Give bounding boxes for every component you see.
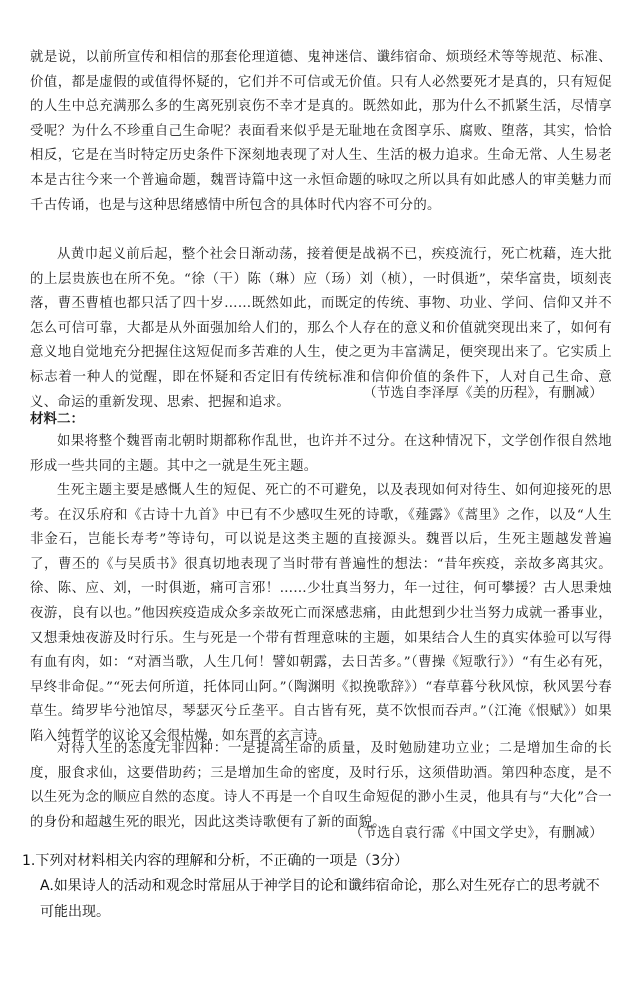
material2-paragraph-1: 如果将整个魏晋南北朝时期都称作乱世，也许并不过分。在这种情况下，文学创作很自然地形成一些共同的主题。其中之一就是生死主题。: [30, 434, 612, 474]
material1-paragraph-1: 就是说，以前所宣传和相信的那套伦理道德、鬼神迷信、谶纬宿命、烦琐经术等等规范、标准、价值，都是虚假的或值得怀疑的，它们并不可信或无价值。只有人必然要死才是真的，只有短促的人生中总充满那么多的生离死别哀伤不幸才是真的。既然如此，那为什么不抓紧生活，尽情享受呢？为什么不珍重自己生命呢？表面看来似乎是无耻地在贪图享乐、腐败、堕落，其实，恰恰相反，它是在当时特定历史条件下深刻地表现了对人生、生活的极力追求。生命无常、人生易老本是古往今来一个普遍命题，魏晋诗篇中这一永恒命题的咏叹之所以具有如此感人的审美魅力而千古传诵，也是与这种思绪感情中所包含的具体时代内容不可分的。: [30, 50, 612, 213]
material2-paragraph-3: 对待人生的态度无非四种：一是提高生命的质量，及时勉励建功立业；二是增加生命的长度，服食求仙，这要借助药；三是增加生命的密度，及时行乐，这须借助酒。第四种态度，是不以生死为念的顺应自然的态度。诗人不再是一个自叹生命短促的渺小生灵，他具有与“大化”合一的身份和超越生死的眼光，因此这类诗歌便有了新的面貌。: [30, 741, 612, 830]
question-stem: 1.下列对材料相关内容的理解和分析，不正确的一项是（3分）: [22, 853, 409, 869]
material1-source: （节选自李泽厚《美的历程》，有删减）: [363, 386, 603, 401]
material1-paragraph-2: 从黄巾起义前后起，整个社会日渐动荡，接着便是战祸不已，疾疫流行，死亡枕藉，连大批的上层贵族也在所不免。“徐（干）陈（琳）应（玚）刘（桢），一时俱逝”，荣华富贵，顷刻丧落，曹丕曹植也都只活了四十岁……既然如此，而既定的传统、事物、功业、学问、信仰又并不怎么可信可靠，大都是从外面强加给人们的，那么个人存在的意义和价值就突现出来了，如何有意义地自觉地充分把握住这短促而多苦难的人生，使之更为丰富满足，便突现出来了。它实质上标志着一种人的觉醒，即在怀疑和否定旧有传统标准和信仰价值的条件下，人对自己生命、意义、命运的重新发现、思索、把握和追求。: [30, 247, 612, 410]
material2-source: （节选自袁行霈《中国文学史》，有删减）: [349, 826, 603, 841]
option-a: A.如果诗人的活动和观念时常屈从于神学目的论和谶纬宿命论，那么对生死存亡的思考就不可能出现。: [40, 878, 600, 920]
material2-paragraph-2: 生死主题主要是感慨人生的短促、死亡的不可避免，以及表现如何对待生、如何迎接死的思考。在汉乐府和《古诗十九首》中已有不少感叹生死的诗歌，《薤露》《蒿里》之作，以及“人生非金石，岂能长寿考”等诗句，可以说是这类主题的直接源头。魏晋以后，生死主题越发普遍了，曹丕的《与吴质书》很真切地表现了当时带有普遍性的想法：“昔年疾疫，亲故多离其灾。徐、陈、应、刘，一时俱逝，痛可言邪！……少壮真当努力，年一过往，何可攀援？古人思秉烛夜游，良有以也。”他因疾疫造成众多亲故死亡而深感悲痛，由此想到少壮当努力成就一番事业，又想秉烛夜游及时行乐。生与死是一个带有哲理意味的主题，如果结合人生的真实体验可以写得有血有肉，如：“对酒当歌，人生几何！譬如朝露，去日苦多。”（曹操《短歌行》）“有生必有死，早终非命促。”“死去何所道，托体同山阿。”（陶渊明《拟挽歌辞》）“春草暮兮秋风惊，秋风罢兮春草生。绮罗毕兮池馆尽，琴瑟灭兮丘垄平。自古皆有死，莫不饮恨而吞声。”（江淹《恨赋》）如果陷入纯哲学的议论又会很枯燥，如东晋的玄言诗。: [30, 483, 612, 744]
material2-heading: 材料二：: [30, 411, 84, 427]
